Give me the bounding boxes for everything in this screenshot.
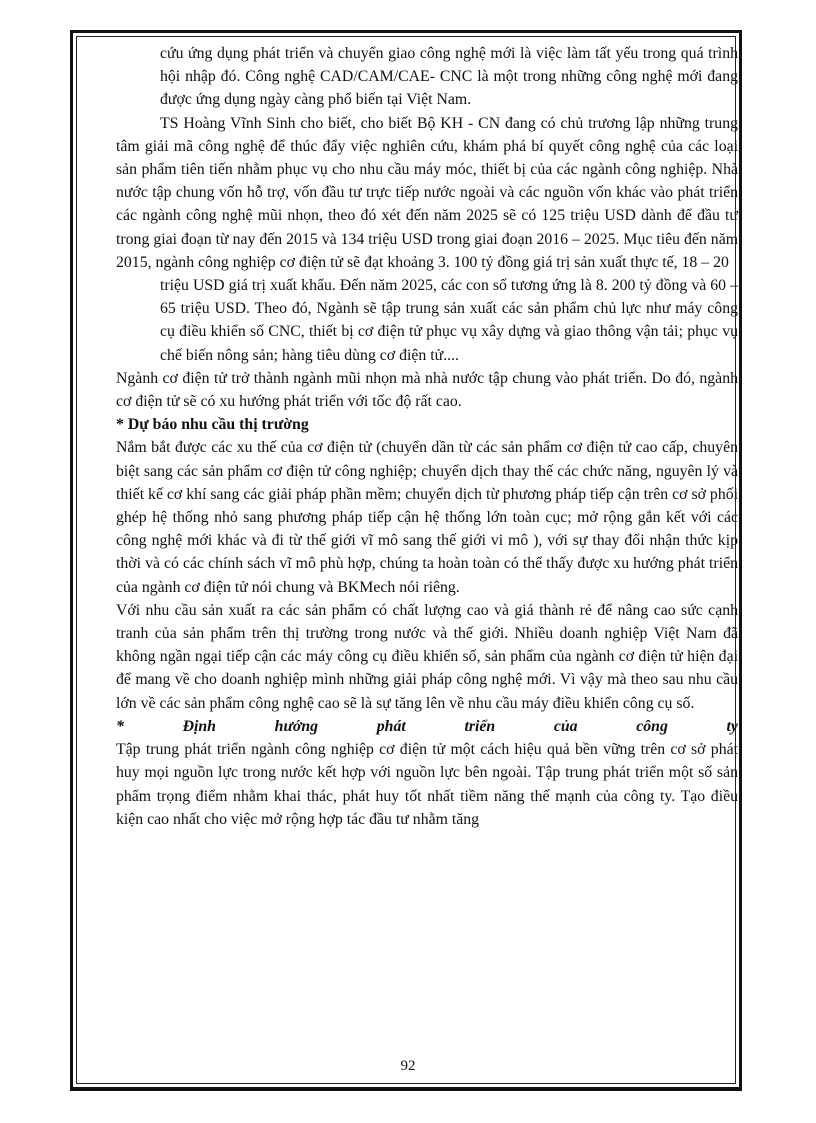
paragraph-3: triệu USD giá trị xuất khẩu. Đến năm 2025, các con số tương ứng là 8. 200 tỷ đồng và 60 – 65 triệu USD. Theo đó, Ngành sẽ tập trung sản xuất các sản phẩm chủ lực như máy công cụ điều khiển số CNC, thiết bị cơ điện tử phục vụ xây dựng và giao thông vận tải; phục vụ chế biến nông sản; hàng tiêu dùng cơ điện tử.... <box>160 277 738 364</box>
heading-market-forecast: * Dự báo nhu cầu thị trường <box>116 416 309 434</box>
page-number: 92 <box>400 1058 416 1074</box>
body-text <box>116 42 738 831</box>
paragraph-2: TS Hoàng Vĩnh Sinh cho biết, cho biết Bộ KH - CN đang có chủ trương lập những trung tâm giải mã công nghệ để thúc đẩy việc nghiên cứu, khám phá bí quyết công nghệ của các loại sản phẩm tiên tiến nhằm phục vụ cho nhu cầu máy móc, thiết bị của các ngành công nghiệp. Nhà nước tập chung vốn hỗ trợ, vốn đầu tư trực tiếp nước ngoài và các nguồn vốn khác vào phát triển các ngành công nghệ mũi nhọn, theo đó xét đến năm 2025 sẽ có 125 triệu USD dành để đầu tư trong giai đoạn từ nay đến 2015 và 134 triệu USD trong giai đoạn 2016 – 2025. Mục tiêu đến năm 2015, ngành công nghiệp cơ điện tử sẽ đạt khoảng 3. 100 tỷ đồng giá trị sản xuất thực tế, 18 – 20 <box>116 114 738 271</box>
paragraph-4: Ngành cơ điện tử trở thành ngành mũi nhọn mà nhà nước tập chung vào phát triển. Do đó, ngành cơ điện tử sẽ có xu hướng phát triển với tốc độ rất cao. <box>116 369 738 411</box>
heading-word: của <box>553 717 578 735</box>
paragraph-6: Với nhu cầu sản xuất ra các sản phẩm có chất lượng cao và giá thành rẻ để nâng cao sức cạnh tranh của sản phẩm trên thị trường trong nước và thế giới. Nhiều doanh nghiệp Việt Nam đã không ngần ngại tiếp cận các máy công cụ điều khiển số, sản phẩm của ngành cơ điện tử hiện đại để mang về cho doanh nghiệp mình những giải pháp công nghệ mới. Vì vậy mà theo sau nhu cầu lớn về các sản phẩm công nghệ cao sẽ là sự tăng lên về nhu cầu máy điều khiển công cụ số. <box>116 601 738 712</box>
heading-word: Định <box>182 717 216 735</box>
heading-word: phát <box>376 717 406 735</box>
heading-word: ty <box>726 717 738 735</box>
heading-development-direction <box>116 715 738 738</box>
paragraph-1: cứu ứng dụng phát triển và chuyển giao công nghệ mới là việc làm tất yếu trong quá trình hội nhập đó. Công nghệ CAD/CAM/CAE- CNC là một trong những công nghệ mới đang được ứng dụng ngày càng phổ biến tại Việt Nam. <box>160 45 738 109</box>
heading-word: * <box>116 717 124 735</box>
paragraph-7: Tập trung phát triển ngành công nghiệp cơ điện tử một cách hiệu quả bền vững trên cơ sở phát huy mọi nguồn lực trong nước kết hợp với nguồn lực bên ngoài. Tập trung phát triển một số sản phẩm trọng điểm nhằm khai thác, phát huy tốt nhất tiềm năng thế mạnh của công ty. Tạo điều kiện cao nhất cho việc mở rộng hợp tác đầu tư nhằm tăng <box>116 741 738 828</box>
heading-word: hướng <box>274 717 319 735</box>
heading-word: triển <box>464 717 496 735</box>
heading-word: công <box>636 717 668 735</box>
paragraph-5: Nắm bắt được các xu thế của cơ điện tử (chuyển dần từ các sản phẩm cơ điện tử cao cấp, chuyên biệt sang các sản phẩm cơ điện tử công nghiệp; chuyển dịch thay thế các chức năng, nguyên lý và thiết kế cơ khí sang các giải pháp phần mềm; chuyển dịch từ phương pháp tiếp cận trên cơ sở phối ghép hệ thống nhỏ sang phương pháp tiếp cận hệ thống lớn toàn cục; mở rộng gắn kết với các công nghệ mới khác và đi từ thế giới vĩ mô sang thế giới vi mô ), với sự thay đổi nhận thức kịp thời và có các chính sách vĩ mô phù hợp, chúng ta hoàn toàn có thể thấy được xu hướng phát triển của ngành cơ điện tử nói chung và BKMech nói riêng. <box>116 439 738 596</box>
